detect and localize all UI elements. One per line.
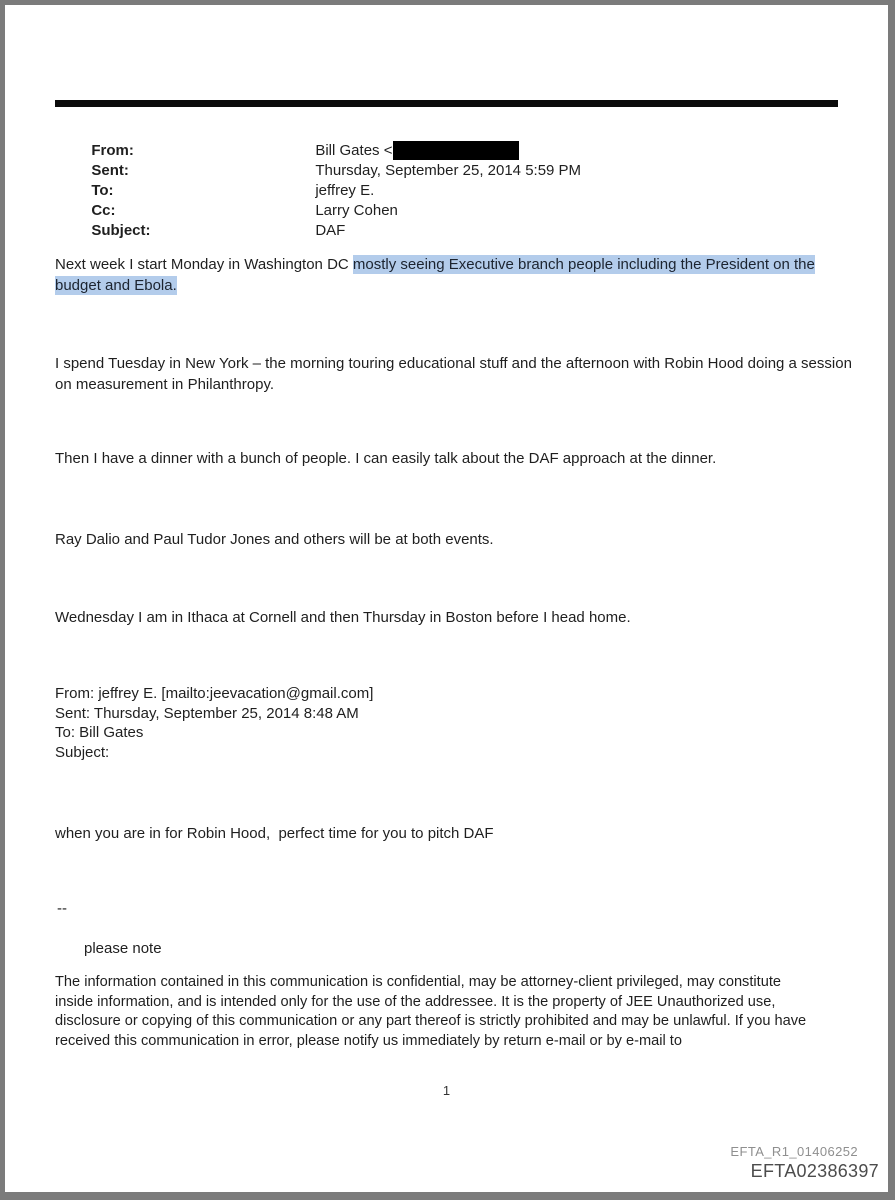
quoted-email-body xyxy=(55,823,494,844)
page-number: 1 xyxy=(442,1083,451,1098)
highlighted-text: mostly seeing Executive branch people including the President on the xyxy=(352,256,815,273)
header-value-from: Bill Gates < xyxy=(315,142,393,159)
paragraph-line: I spend Tuesday in New York – the morning touring educational stuff and the afternoon with Robin Hood doing a session xyxy=(55,355,852,372)
paragraph-line: Ray Dalio and Paul Tudor Jones and others will be at both events. xyxy=(55,531,494,548)
header-label-subject: Subject: xyxy=(91,222,151,239)
header-label-to: To: xyxy=(91,182,114,199)
disclaimer-line: received this communication in error, please notify us immediately by return e-mail or by e-mail to xyxy=(55,1033,682,1050)
disclaimer-line: The information contained in this communication is confidential, may be attorney-client privileged, may constitute xyxy=(55,974,781,990)
header-value-to: jeffrey E. xyxy=(315,182,375,199)
quoted-header-from: From: jeffrey E. [mailto:jeevacation@gmail.com] xyxy=(55,685,374,702)
header-label-cc: Cc: xyxy=(91,202,116,219)
paragraph-schedule-dc xyxy=(55,254,815,296)
paragraph-dinner xyxy=(55,448,716,469)
paragraph-schedule-ny xyxy=(55,353,852,395)
paragraph-line: -- xyxy=(57,900,67,917)
header-value-sent: Thursday, September 25, 2014 5:59 PM xyxy=(315,162,582,179)
paragraph-line: please note xyxy=(84,940,162,957)
paragraph-line xyxy=(55,275,815,296)
please-note-text xyxy=(84,938,162,959)
body-text-normal: Next week I start Monday in Washington DC xyxy=(55,256,353,273)
paragraph-line: Then I have a dinner with a bunch of people. I can easily talk about the DAF approach at the dinner. xyxy=(55,450,717,467)
paragraph-ithaca-boston xyxy=(55,607,631,628)
header-row-from xyxy=(58,121,858,159)
header-label-sent: Sent: xyxy=(91,162,129,179)
document-page xyxy=(5,5,888,1192)
bates-stamp-primary: EFTA02386397 xyxy=(750,1161,879,1181)
email-header xyxy=(58,121,858,239)
header-label-from: From: xyxy=(91,142,134,159)
header-divider-rule xyxy=(55,100,838,107)
disclaimer-line: disclosure or copying of this communication or any part thereof is strictly prohibited and may be unlawful. If you have xyxy=(55,1013,807,1030)
paragraph-line: Wednesday I am in Ithaca at Cornell and then Thursday in Boston before I head home. xyxy=(55,609,631,626)
paragraph-attendees xyxy=(55,529,494,550)
header-value-cc: Larry Cohen xyxy=(315,202,398,219)
paragraph-line: on measurement in Philanthropy. xyxy=(55,376,275,393)
highlighted-text: budget and Ebola. xyxy=(55,277,177,294)
confidentiality-disclaimer xyxy=(55,973,806,1052)
signature-separator xyxy=(57,898,67,919)
redaction-box xyxy=(393,141,519,160)
quoted-email-header xyxy=(55,684,373,762)
disclaimer-line: inside information, and is intended only for the use of the addressee. It is the property of JEE Unauthorized use, xyxy=(55,993,776,1010)
header-value-subject: DAF xyxy=(315,222,346,239)
quoted-header-to: To: Bill Gates xyxy=(55,724,144,741)
quoted-header-sent: Sent: Thursday, September 25, 2014 8:48 AM xyxy=(55,704,359,722)
paragraph-line: when you are in for Robin Hood, perfect time for you to pitch DAF xyxy=(55,825,494,842)
paragraph-line xyxy=(55,254,815,275)
bates-stamp-secondary: EFTA_R1_01406252 xyxy=(730,1144,858,1159)
quoted-header-subject: Subject: xyxy=(55,743,110,761)
